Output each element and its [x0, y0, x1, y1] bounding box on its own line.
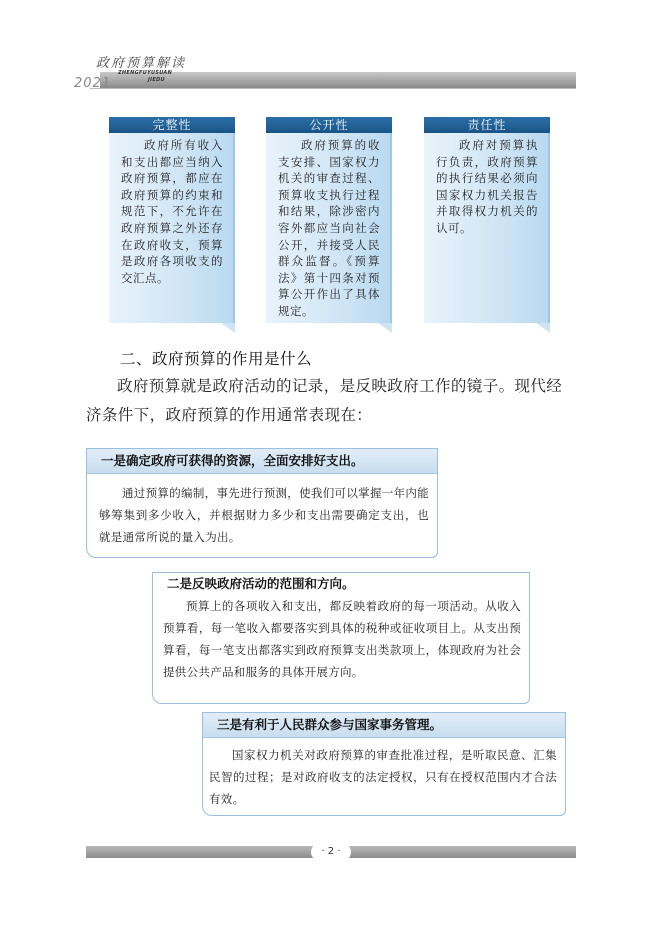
property-text: 政府预算的收支安排、国家权力机关的审查过程、预算收支执行过程和结果，除涉密内容外都应当向社会公开，并接受人民群众监督。《预算法》第十四条对预算公开作出了具体规定。: [266, 133, 392, 323]
role-title: 一是确定政府可获得的资源，全面安排好支出。: [87, 449, 437, 474]
header-pinyin-line2: JIEDU: [148, 77, 165, 83]
role-text: 国家权力机关对政府预算的审查批准过程，是听取民意、汇集民智的过程；是对政府收支的法定授权，只有在授权范围内才合法有效。: [209, 748, 557, 806]
header-title: 政府预算解读: [96, 56, 187, 71]
property-title: 完整性: [109, 117, 235, 133]
property-text: 政府所有收入和支出都应当纳入政府预算，都应在政府预算的约束和规范下，不允许在政府预算之外还存在政府收支，预算是政府各项收支的交汇点。: [109, 133, 235, 323]
section-heading: 二、政府预算的作用是什么: [120, 350, 313, 368]
role-text: 预算上的各项收入和支出，都反映着政府的每一项活动。从收入预算看，每一笔收入都要落实到具体的税种或征收项目上。从支出预算看，每一笔支出都落实到政府预算支出类款项上，体现政府为社会提供公共产品和服务的具体开展方向。: [163, 599, 521, 679]
property-title: 公开性: [266, 117, 392, 133]
property-box-openness: [266, 117, 392, 327]
page-number: · 2 ·: [311, 843, 351, 861]
property-box-responsibility: [424, 117, 550, 327]
property-box-completeness: [109, 117, 235, 327]
intro-paragraph: 政府预算就是政府活动的记录，是反映政府工作的镜子。现代经济条件下，政府预算的作用通常表现在：: [86, 377, 563, 424]
header-pinyin-line1: ZHENGFUYUSUAN: [118, 70, 173, 76]
role-title: 三是有利于人民群众参与国家事务管理。: [203, 713, 565, 738]
property-text: 政府对预算执行负责，政府预算的执行结果必须向国家权力机关报告并取得权力机关的认可。: [424, 133, 550, 323]
role-card-participation: [202, 712, 566, 816]
role-card-resources: [86, 448, 438, 558]
role-text: 通过预算的编制，事先进行预测，使我们可以掌握一年内能够筹集到多少收入，并根据财力多少和支出需要确定支出，也就是通常所说的量入为出。: [99, 486, 429, 544]
property-title: 责任性: [424, 117, 550, 133]
header-divider: [90, 88, 576, 89]
header-year: 2021: [74, 76, 112, 91]
header-pinyin: [118, 70, 178, 84]
role-title: 二是反映政府活动的范围和方向。: [167, 576, 355, 591]
role-card-scope: [152, 572, 530, 704]
